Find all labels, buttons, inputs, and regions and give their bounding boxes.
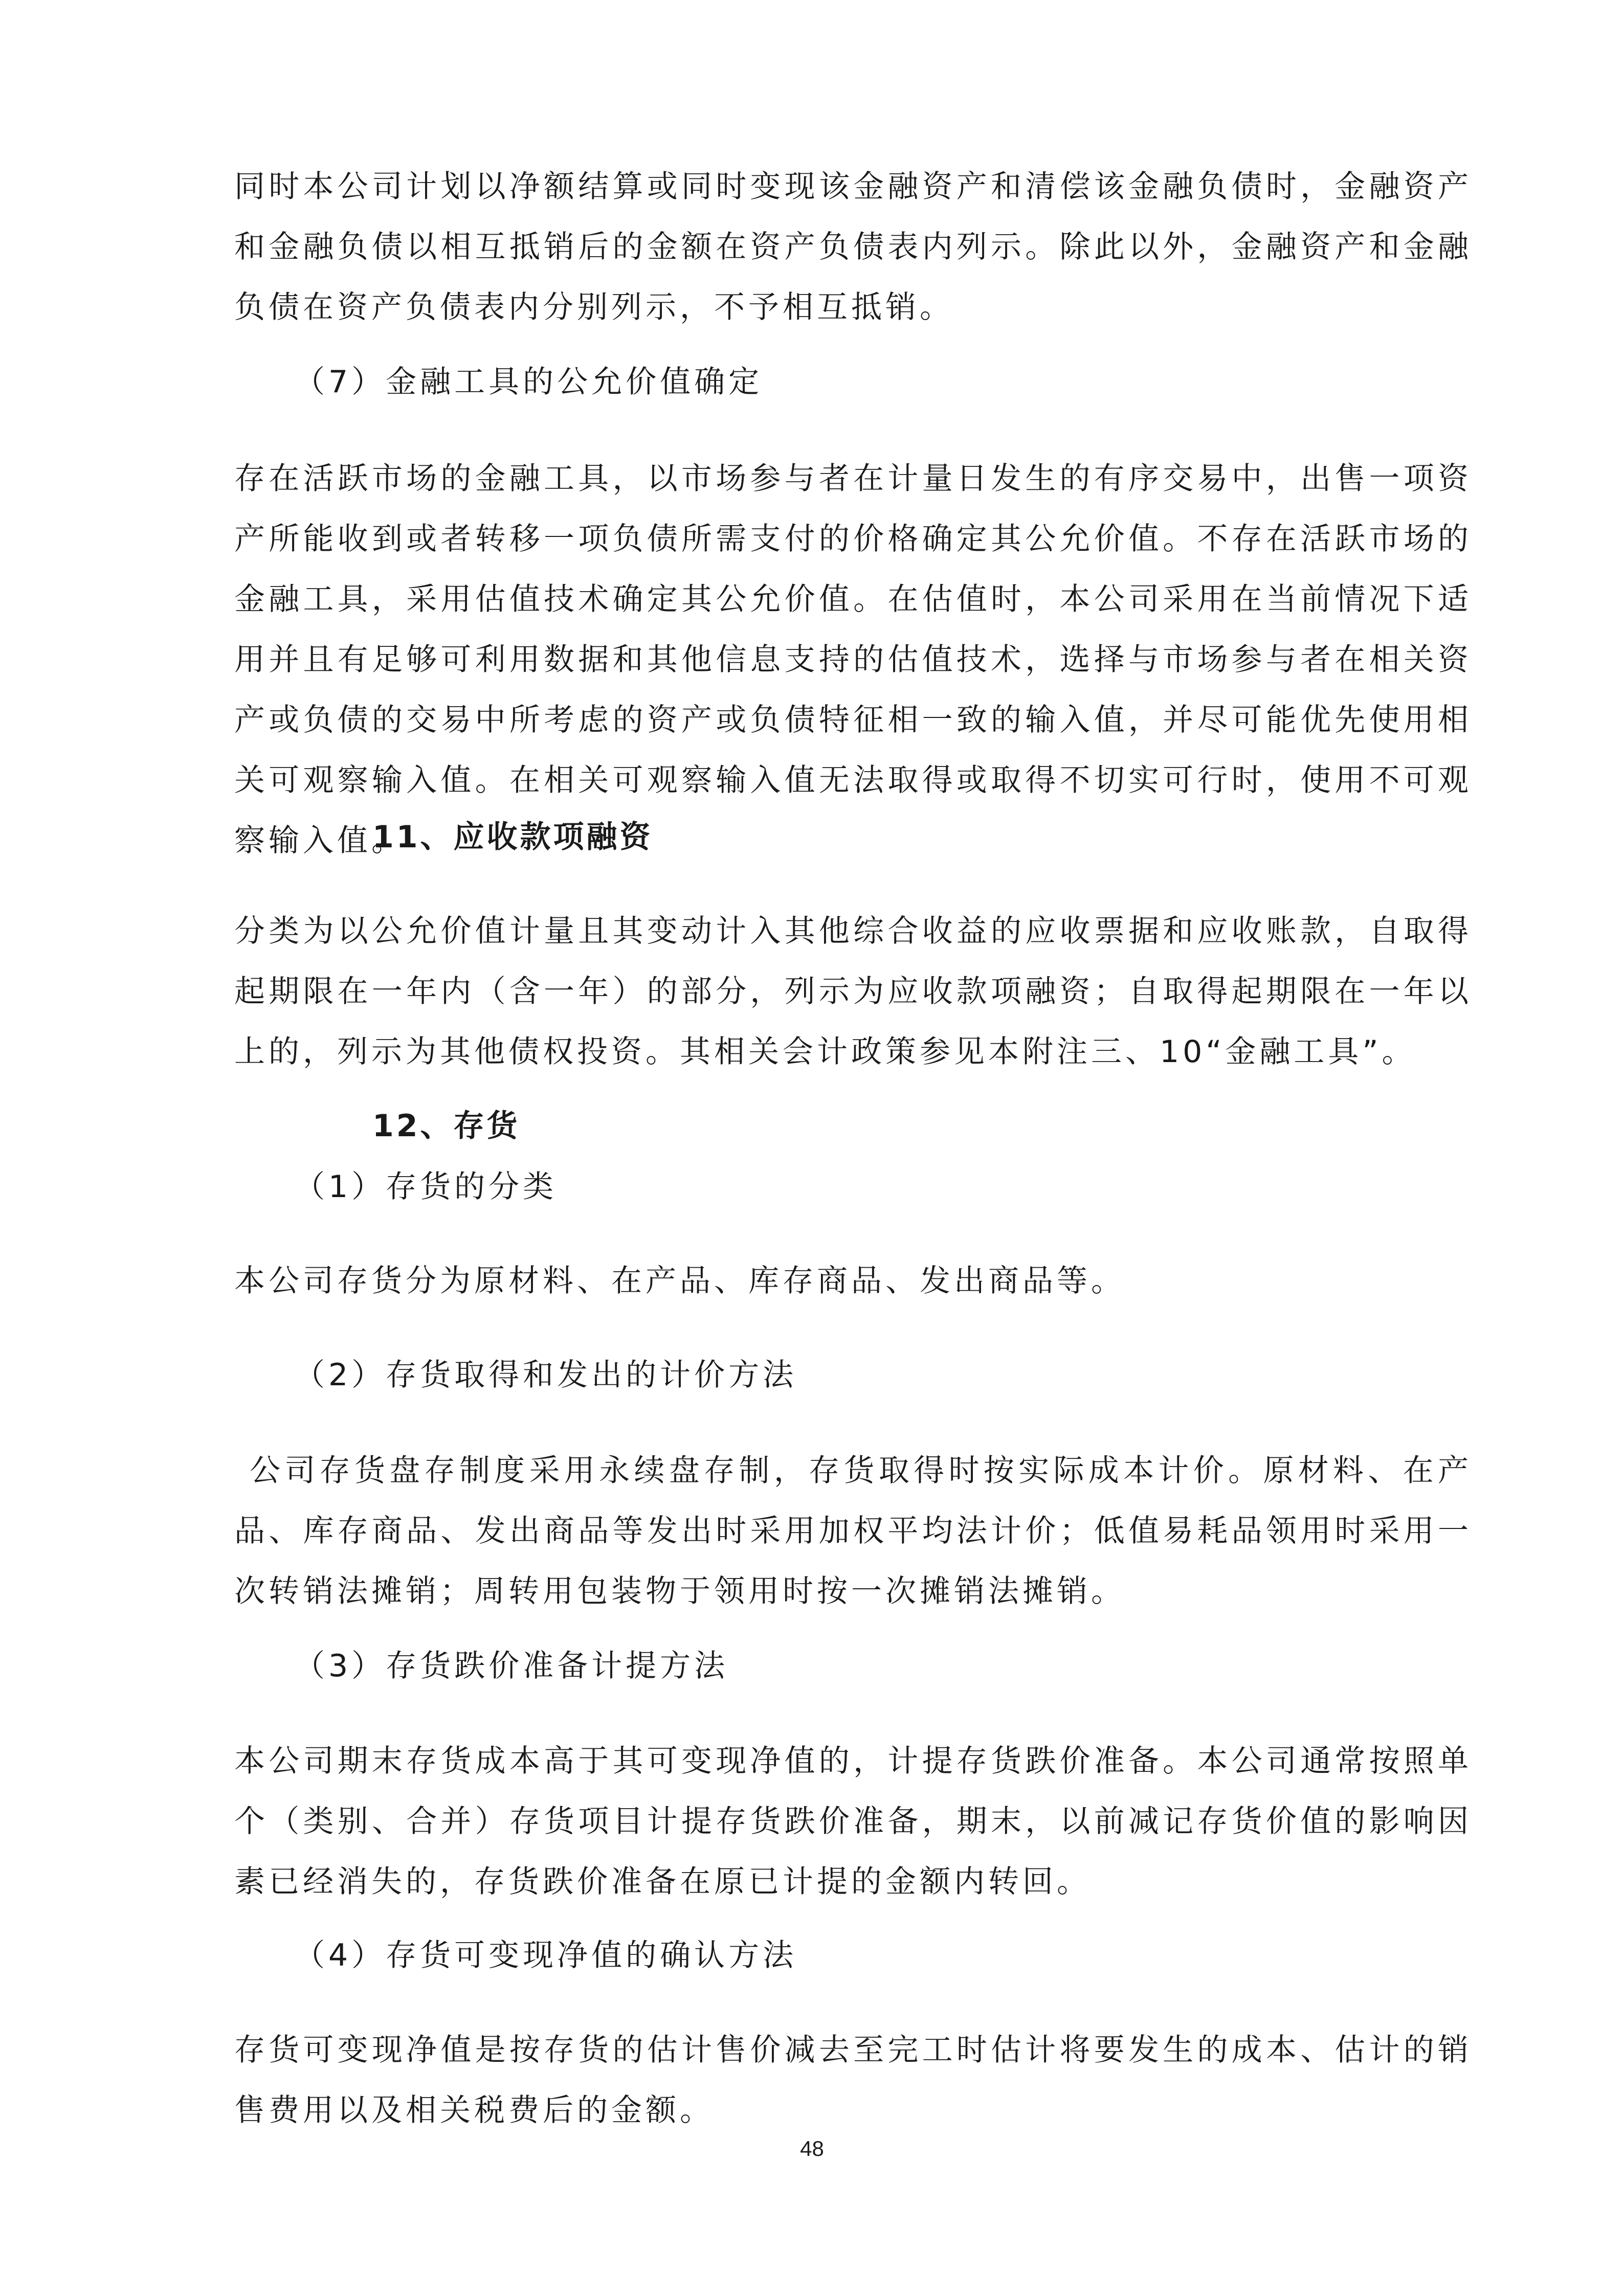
paragraph-inventory-valuation: 公司存货盘存制度采用永续盘存制，存货取得时按实际成本计价。原材料、在产品、库存商品、发出商品等发出时采用加权平均法计价；低值易耗品领用时采用一次转销法摊销；周转用包装物于领用时按一次摊销法摊销。 (234, 1453, 1472, 1609)
paragraph-inventory-classification: 本公司存货分为原材料、在产品、库存商品、发出商品等。 (234, 1263, 1125, 1299)
subheading-inventory-valuation: （2）存货取得和发出的计价方法 (294, 1357, 797, 1393)
page-number: 48 (800, 2136, 824, 2160)
subheading-net-realizable-value: （4）存货可变现净值的确认方法 (294, 1938, 797, 1973)
subheading-inventory-classification: （1）存货的分类 (294, 1169, 558, 1205)
paragraph-impairment-provision: 本公司期末存货成本高于其可变现净值的，计提存货跌价准备。本公司通常按照单个（类别、合并）存货项目计提存货跌价准备，期末，以前减记存货价值的影响因素已经消失的，存货跌价准备在原已计提的金额内转回。 (234, 1743, 1472, 1900)
paragraph-fair-value: 存在活跃市场的金融工具，以市场参与者在计量日发生的有序交易中，出售一项资产所能收到或者转移一项负债所需支付的价格确定其公允价值。不存在活跃市场的金融工具，采用估值技术确定其公允价值。在估值时，本公司采用在当前情况下适用并且有足够可利用数据和其他信息支持的估值技术，选择与市场参与者在相关资产或负债的交易中所考虑的资产或负债特征相一致的输入值，并尽可能优先使用相关可观察输入值。在相关可观察输入值无法取得或取得不切实可行时，使用不可观察输入值。 (234, 461, 1472, 859)
heading-section-11: 11、应收款项融资 (372, 819, 653, 855)
subheading-fair-value: （7）金融工具的公允价值确定 (294, 364, 763, 400)
paragraph-net-realizable-value: 存货可变现净值是按存货的估计售价减去至完工时估计将要发生的成本、估计的销售费用以及相关税费后的金额。 (234, 2032, 1472, 2128)
subheading-impairment-provision: （3）存货跌价准备计提方法 (294, 1648, 729, 1684)
heading-section-12: 12、存货 (372, 1108, 520, 1144)
paragraph-section-11: 分类为以公允价值计量且其变动计入其他综合收益的应收票据和应收账款，自取得起期限在一年内（含一年）的部分，列示为应收款项融资；自取得起期限在一年以上的，列示为其他债权投资。其相关会计政策参见本附注三、10“金融工具”。 (234, 913, 1472, 1070)
paragraph-offset-presentation: 同时本公司计划以净额结算或同时变现该金融资产和清偿该金融负债时，金融资产和金融负债以相互抵销后的金额在资产负债表内列示。除此以外，金融资产和金融负债在资产负债表内分别列示，不予相互抵销。 (234, 169, 1472, 325)
